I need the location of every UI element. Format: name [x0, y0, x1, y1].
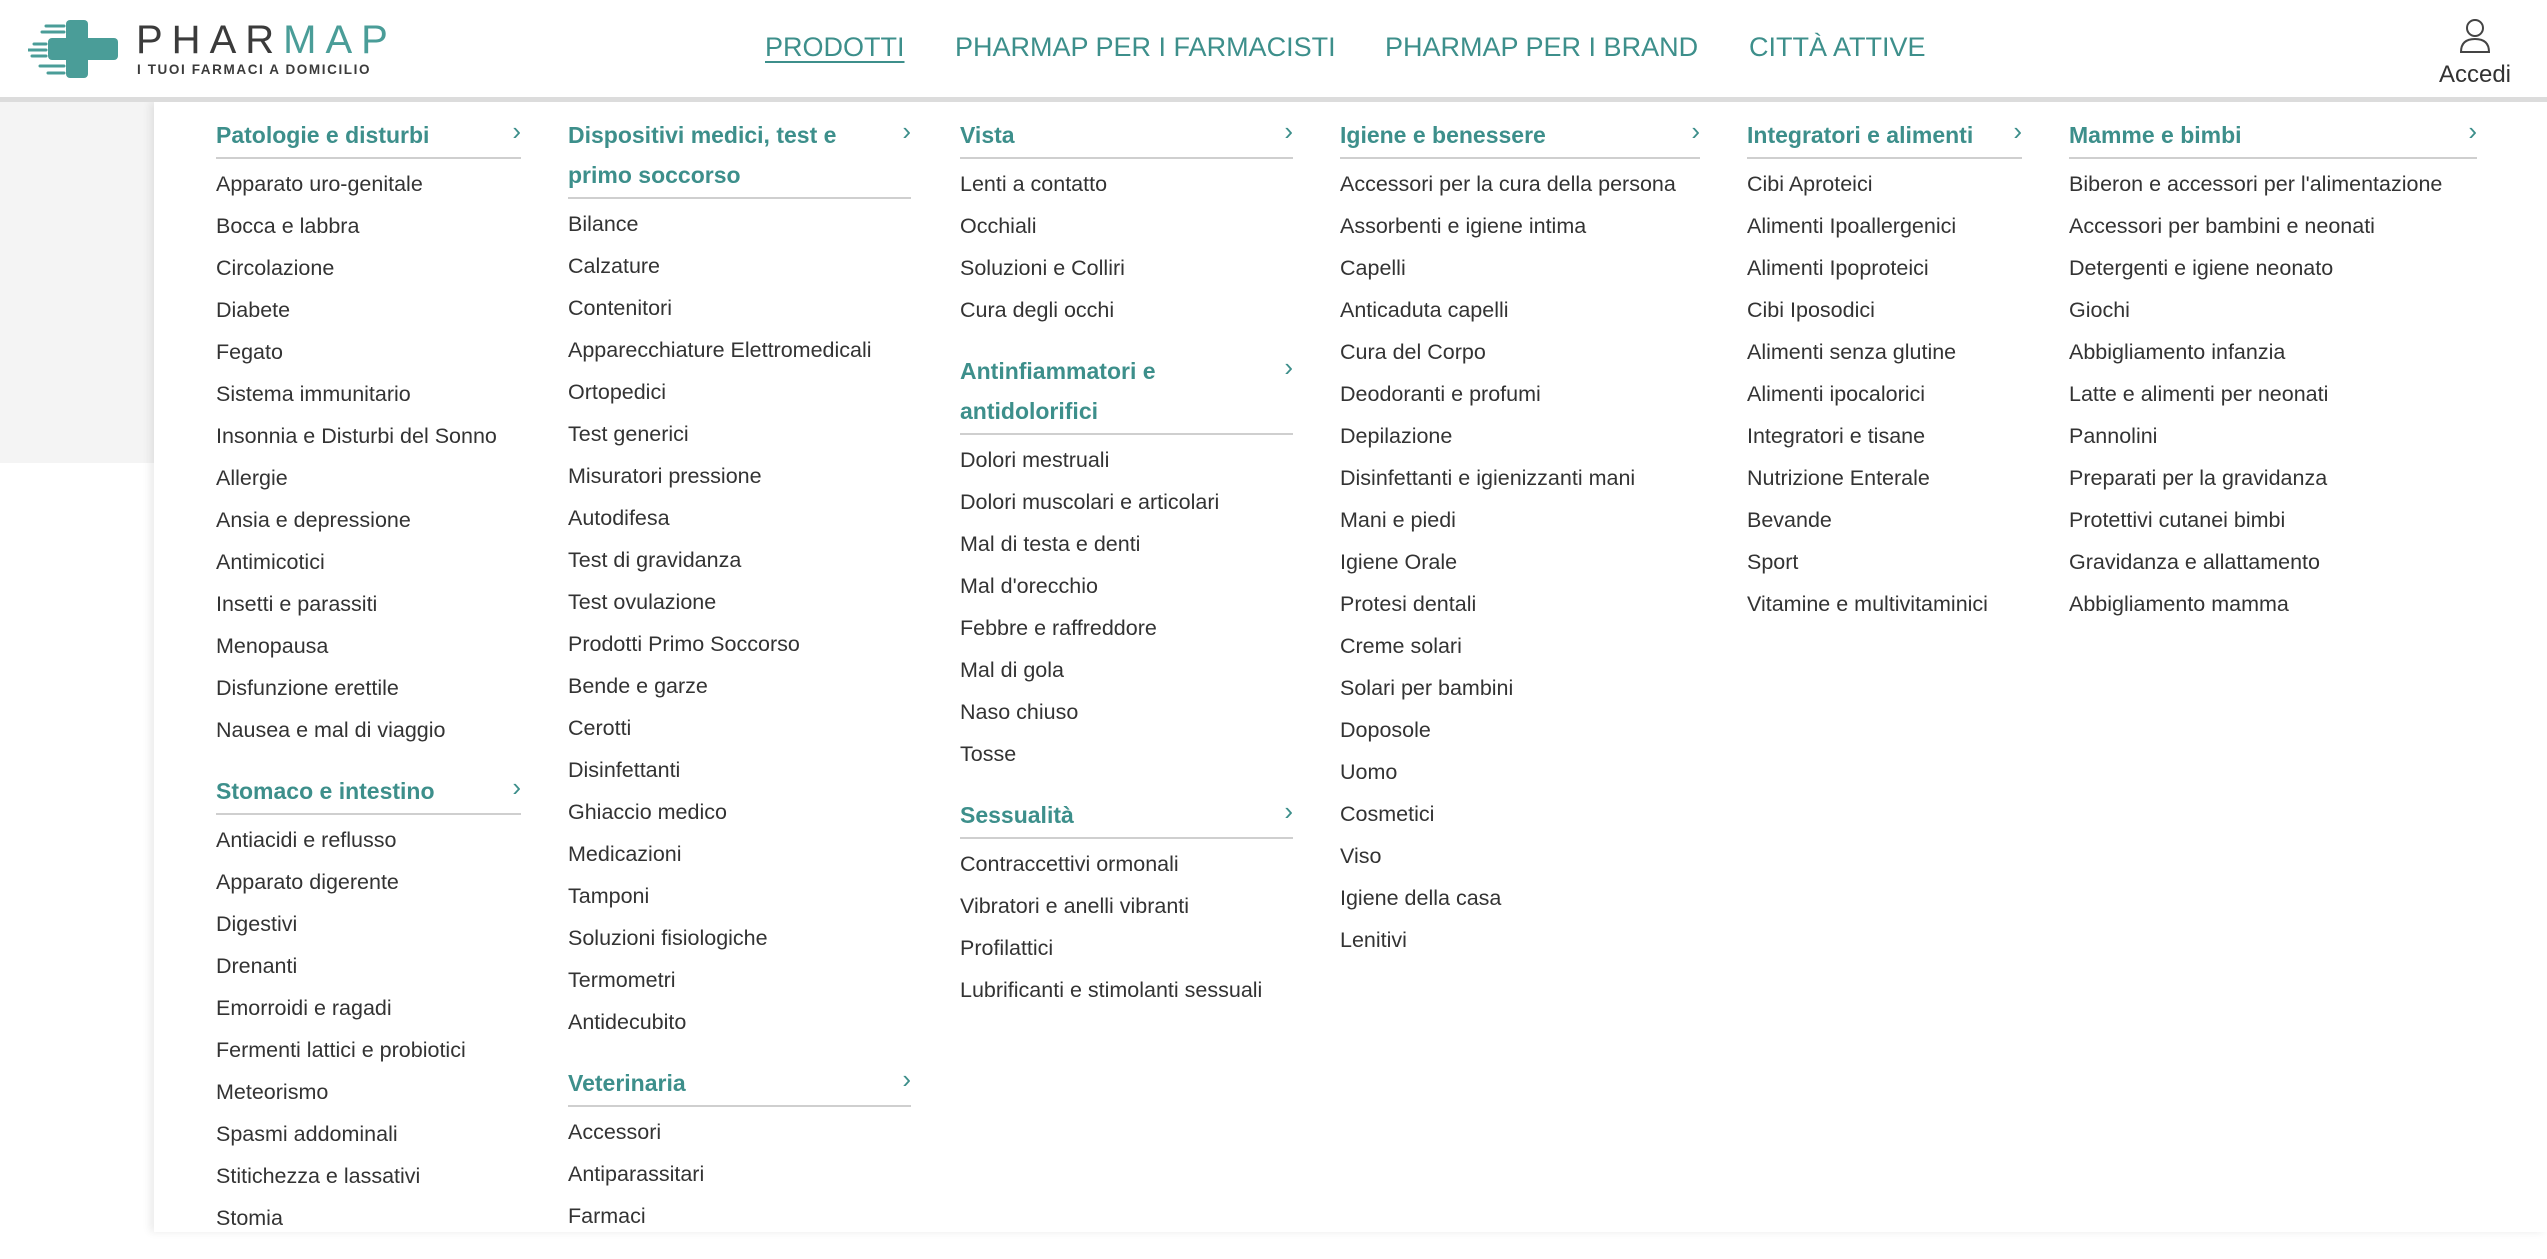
menu-item[interactable]: Calzature: [568, 254, 661, 278]
menu-item[interactable]: Apparato digerente: [216, 870, 399, 894]
menu-item[interactable]: Deodoranti e profumi: [1340, 382, 1541, 406]
menu-item[interactable]: Ortopedici: [568, 380, 666, 404]
chevron-right-icon: ›: [2468, 116, 2477, 146]
menu-group: [960, 795, 1293, 1011]
menu-item[interactable]: Gravidanza e allattamento: [2069, 550, 2320, 574]
menu-group: [1747, 115, 2022, 625]
menu-group-title[interactable]: [1340, 115, 1700, 159]
menu-item[interactable]: Alimenti ipocalorici: [1747, 382, 1926, 406]
menu-item[interactable]: Detergenti e igiene neonato: [2069, 256, 2334, 280]
menu-item[interactable]: Latte e alimenti per neonati: [2069, 382, 2329, 406]
menu-group: [960, 351, 1293, 775]
menu-item[interactable]: Cura degli occhi: [960, 298, 1115, 322]
menu-item[interactable]: Circolazione: [216, 256, 335, 280]
menu-group-title-text: Dispositivi medici, test e primo soccorso: [568, 122, 837, 188]
menu-item[interactable]: Accessori per bambini e neonati: [2069, 214, 2375, 238]
menu-column: [1747, 115, 2022, 645]
menu-group-title[interactable]: [216, 771, 521, 815]
pharmap-logo[interactable]: [28, 18, 397, 80]
menu-item[interactable]: Soluzioni fisiologiche: [568, 926, 768, 950]
menu-item[interactable]: Apparecchiature Elettromedicali: [568, 338, 872, 362]
nav-pharmap-per-i-farmacisti[interactable]: PHARMAP PER I FARMACISTI: [955, 32, 1336, 62]
menu-item[interactable]: Disinfettanti: [568, 758, 681, 782]
menu-item[interactable]: Diabete: [216, 298, 291, 322]
menu-group-title-text: Veterinaria: [568, 1070, 686, 1096]
menu-item[interactable]: Protettivi cutanei bimbi: [2069, 508, 2286, 532]
logo-tagline: I TUOI FARMACI A DOMICILIO: [137, 62, 372, 77]
menu-item[interactable]: Protesi dentali: [1340, 592, 1477, 616]
menu-item[interactable]: Antiparassitari: [568, 1162, 705, 1186]
menu-group-title[interactable]: [960, 351, 1293, 435]
nav-pharmap-per-i-brand[interactable]: PHARMAP PER I BRAND: [1385, 32, 1699, 62]
menu-item[interactable]: Termometri: [568, 968, 676, 992]
menu-item[interactable]: Medicazioni: [568, 842, 682, 866]
menu-item[interactable]: Solari per bambini: [1340, 676, 1514, 700]
menu-group-title-text: Sessualità: [960, 802, 1074, 828]
menu-item[interactable]: Creme solari: [1340, 634, 1462, 658]
menu-item[interactable]: Cura del Corpo: [1340, 340, 1486, 364]
menu-item-list: [2069, 159, 2477, 625]
chevron-right-icon: ›: [1284, 796, 1293, 826]
menu-item[interactable]: Meteorismo: [216, 1080, 329, 1104]
menu-column: [1340, 115, 1700, 981]
menu-item[interactable]: Mal di gola: [960, 658, 1064, 682]
menu-item[interactable]: Sistema immunitario: [216, 382, 411, 406]
menu-item-list: [960, 159, 1293, 331]
menu-item[interactable]: Accessori: [568, 1120, 662, 1144]
login-button[interactable]: [2430, 18, 2520, 89]
menu-item[interactable]: Bende e garze: [568, 674, 708, 698]
chevron-right-icon: ›: [512, 772, 521, 802]
menu-group: [216, 771, 521, 1239]
menu-group-title[interactable]: [960, 795, 1293, 839]
menu-item[interactable]: Naso chiuso: [960, 700, 1079, 724]
menu-item[interactable]: Sport: [1747, 550, 1799, 574]
menu-item[interactable]: Mani e piedi: [1340, 508, 1456, 532]
menu-item[interactable]: Cosmetici: [1340, 802, 1435, 826]
menu-item[interactable]: Febbre e raffreddore: [960, 616, 1157, 640]
menu-item[interactable]: Fegato: [216, 340, 283, 364]
menu-item[interactable]: Accessori per la cura della persona: [1340, 172, 1676, 196]
menu-item[interactable]: Dolori mestruali: [960, 448, 1110, 472]
menu-item-list: [568, 199, 911, 1043]
menu-item[interactable]: Fermenti lattici e probiotici: [216, 1038, 466, 1062]
page-background: [0, 102, 154, 463]
menu-item[interactable]: Nutrizione Enterale: [1747, 466, 1930, 490]
menu-item[interactable]: Ansia e depressione: [216, 508, 411, 532]
menu-group-title-text: Antinfiammatori e antidolorifici: [960, 358, 1156, 424]
menu-item[interactable]: Occhiali: [960, 214, 1037, 238]
menu-group-title-text: Igiene e benessere: [1340, 122, 1546, 148]
menu-item[interactable]: Digestivi: [216, 912, 298, 936]
menu-item[interactable]: Nausea e mal di viaggio: [216, 718, 446, 742]
chevron-right-icon: ›: [1691, 116, 1700, 146]
menu-item[interactable]: Antimicotici: [216, 550, 325, 574]
menu-item[interactable]: Prodotti Primo Soccorso: [568, 632, 800, 656]
menu-group-title-text: Stomaco e intestino: [216, 778, 435, 804]
menu-item[interactable]: Dolori muscolari e articolari: [960, 490, 1220, 514]
menu-column: [2069, 115, 2477, 645]
chevron-right-icon: ›: [902, 1064, 911, 1094]
menu-item[interactable]: Cibi Iposodici: [1747, 298, 1875, 322]
user-icon: [2458, 18, 2492, 54]
logo-wordmark: [136, 18, 397, 62]
menu-group-title[interactable]: [216, 115, 521, 159]
menu-item[interactable]: Antiacidi e reflusso: [216, 828, 397, 852]
menu-item[interactable]: Pannolini: [2069, 424, 2158, 448]
menu-item[interactable]: Vibratori e anelli vibranti: [960, 894, 1190, 918]
menu-item[interactable]: Biberon e accessori per l'alimentazione: [2069, 172, 2443, 196]
menu-item[interactable]: Abbigliamento infanzia: [2069, 340, 2286, 364]
nav-prodotti[interactable]: PRODOTTI: [765, 32, 905, 62]
menu-group-title-text: Integratori e alimenti: [1747, 122, 1974, 148]
menu-item[interactable]: Abbigliamento mamma: [2069, 592, 2289, 616]
menu-item[interactable]: Contenitori: [568, 296, 672, 320]
menu-item[interactable]: Emorroidi e ragadi: [216, 996, 392, 1020]
menu-item[interactable]: Cerotti: [568, 716, 632, 740]
menu-group: [568, 115, 911, 1043]
menu-group-title[interactable]: [568, 1063, 911, 1107]
menu-item[interactable]: Alimenti Ipoallergenici: [1747, 214, 1957, 238]
menu-item[interactable]: Lenti a contatto: [960, 172, 1108, 196]
menu-item[interactable]: Tosse: [960, 742, 1017, 766]
menu-item[interactable]: Farmaci: [568, 1204, 646, 1228]
menu-item-list: [1340, 159, 1700, 961]
menu-item[interactable]: Doposole: [1340, 718, 1431, 742]
menu-item[interactable]: Viso: [1340, 844, 1382, 868]
menu-column: [568, 115, 911, 1257]
menu-item[interactable]: Allergie: [216, 466, 288, 490]
menu-item[interactable]: Vitamine e multivitaminici: [1747, 592, 1988, 616]
menu-item[interactable]: Assorbenti e igiene intima: [1340, 214, 1587, 238]
menu-item-list: [216, 159, 521, 751]
chevron-right-icon: ›: [902, 116, 911, 146]
menu-item[interactable]: Igiene Orale: [1340, 550, 1458, 574]
menu-group-title-text: Mamme e bimbi: [2069, 122, 2242, 148]
menu-item-list: [216, 815, 521, 1239]
menu-group-title[interactable]: [2069, 115, 2477, 159]
menu-item[interactable]: Drenanti: [216, 954, 298, 978]
menu-item[interactable]: Profilattici: [960, 936, 1054, 960]
menu-group: [2069, 115, 2477, 625]
menu-group-title-text: Patologie e disturbi: [216, 122, 430, 148]
menu-group: [960, 115, 1293, 331]
menu-item[interactable]: Insetti e parassiti: [216, 592, 378, 616]
menu-item[interactable]: Stitichezza e lassativi: [216, 1164, 421, 1188]
menu-item[interactable]: Giochi: [2069, 298, 2130, 322]
site-header: [0, 0, 2547, 102]
menu-item[interactable]: Igiene della casa: [1340, 886, 1502, 910]
logo-word-dark: PHAR: [136, 18, 284, 62]
chevron-right-icon: ›: [512, 116, 521, 146]
menu-item[interactable]: Alimenti senza glutine: [1747, 340, 1957, 364]
menu-item[interactable]: Misuratori pressione: [568, 464, 762, 488]
menu-group-title[interactable]: [1747, 115, 2022, 159]
menu-item[interactable]: Lubrificanti e stimolanti sessuali: [960, 978, 1263, 1002]
menu-item[interactable]: Bocca e labbra: [216, 214, 360, 238]
logo-word-accent: MAP: [283, 18, 397, 62]
menu-item[interactable]: Uomo: [1340, 760, 1398, 784]
menu-item-list: [1747, 159, 2022, 625]
menu-item[interactable]: Bilance: [568, 212, 639, 236]
menu-item[interactable]: Autodifesa: [568, 506, 670, 530]
menu-item[interactable]: Stomia: [216, 1206, 283, 1230]
menu-item[interactable]: Test di gravidanza: [568, 548, 742, 572]
menu-item[interactable]: Ghiaccio medico: [568, 800, 727, 824]
menu-item[interactable]: Mal d'orecchio: [960, 574, 1098, 598]
menu-group: [1340, 115, 1700, 961]
menu-item[interactable]: Contraccettivi ormonali: [960, 852, 1179, 876]
menu-item[interactable]: Anticaduta capelli: [1340, 298, 1509, 322]
menu-item-list: [960, 435, 1293, 775]
menu-group-title-text: Vista: [960, 122, 1015, 148]
menu-column: [216, 115, 521, 1259]
chevron-right-icon: ›: [2013, 116, 2022, 146]
login-label: Accedi: [2438, 61, 2512, 88]
menu-group-title[interactable]: [568, 115, 911, 199]
menu-item[interactable]: Insonnia e Disturbi del Sonno: [216, 424, 497, 448]
menu-column: [960, 115, 1293, 1031]
menu-item[interactable]: Antidecubito: [568, 1010, 687, 1034]
menu-item[interactable]: Disinfettanti e igienizzanti mani: [1340, 466, 1636, 490]
menu-item[interactable]: Disfunzione erettile: [216, 676, 399, 700]
menu-item[interactable]: Alimenti Ipoproteici: [1747, 256, 1929, 280]
menu-item[interactable]: Integratori e tisane: [1747, 424, 1926, 448]
menu-item[interactable]: Test ovulazione: [568, 590, 717, 614]
menu-item[interactable]: Tamponi: [568, 884, 650, 908]
menu-item[interactable]: Preparati per la gravidanza: [2069, 466, 2328, 490]
menu-item[interactable]: Spasmi addominali: [216, 1122, 398, 1146]
menu-item[interactable]: Test generici: [568, 422, 689, 446]
menu-item[interactable]: Bevande: [1747, 508, 1832, 532]
menu-item[interactable]: Depilazione: [1340, 424, 1453, 448]
nav-citta-attive[interactable]: CITTÀ ATTIVE: [1749, 32, 1926, 62]
menu-item-list: [568, 1107, 911, 1237]
menu-group: [216, 115, 521, 751]
menu-item-list: [960, 839, 1293, 1011]
menu-item[interactable]: Mal di testa e denti: [960, 532, 1141, 556]
menu-item[interactable]: Soluzioni e Colliri: [960, 256, 1125, 280]
chevron-right-icon: ›: [1284, 116, 1293, 146]
menu-group: [568, 1063, 911, 1237]
menu-item[interactable]: Capelli: [1340, 256, 1406, 280]
menu-group-title[interactable]: [960, 115, 1293, 159]
menu-item[interactable]: Cibi Aproteici: [1747, 172, 1873, 196]
chevron-right-icon: ›: [1284, 352, 1293, 382]
menu-item[interactable]: Menopausa: [216, 634, 329, 658]
menu-item[interactable]: Apparato uro-genitale: [216, 172, 423, 196]
menu-item[interactable]: Lenitivi: [1340, 928, 1407, 952]
medical-cross-icon: [28, 18, 128, 80]
